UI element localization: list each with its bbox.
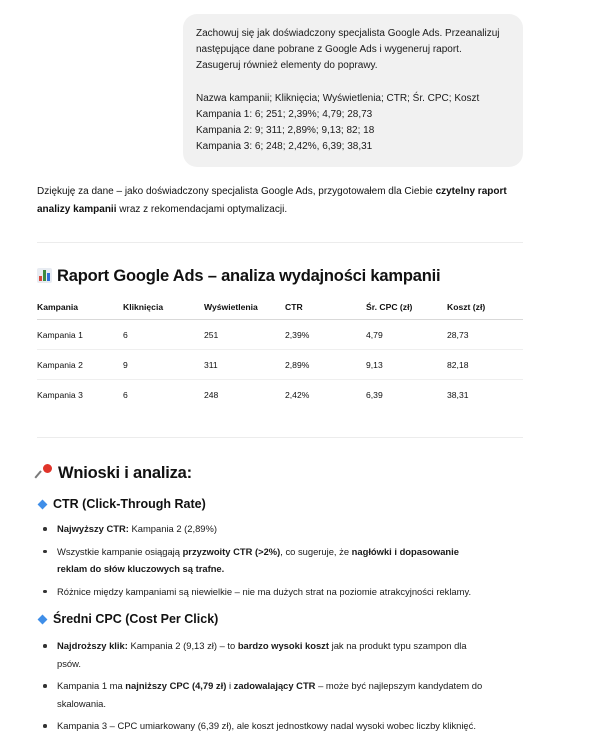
user-message-line: Nazwa kampanii; Kliknięcia; Wyświetlenia; CTR; Śr. CPC; Koszt (196, 92, 480, 104)
column-header: Kampania (37, 302, 123, 320)
bullet-bold: bardzo wysoki koszt (237, 640, 329, 651)
bullet-text: jak na produkt typu szampon dla (329, 640, 467, 651)
bullet-text: Kampania 1 ma (57, 680, 126, 691)
assistant-intro (37, 183, 537, 219)
pushpin-icon (37, 464, 53, 480)
table-cell: 28,73 (447, 320, 523, 350)
table-row (37, 320, 523, 350)
bullet-text: Różnice między kampaniami są niewielkie – nie ma dużych strat na poziomie atrakcyjności reklamy. (57, 585, 472, 597)
table-row (37, 380, 523, 410)
table-header-row (37, 302, 523, 320)
intro-bold: czytelny raport (435, 186, 507, 197)
bullet-text: Wszystkie kampanie osiągają (57, 545, 183, 557)
cpc-bullet-list (37, 637, 527, 735)
table-cell: 311 (204, 350, 285, 380)
user-message-line: Kampania 2: 9; 311; 2,89%; 9,13; 82; 18 (196, 125, 375, 137)
list-item (37, 717, 527, 735)
user-message-line: Zasugeruj również elementy do poprawy. (196, 60, 378, 72)
cpc-heading-text: Średni CPC (Cost Per Click) (53, 612, 219, 626)
ctr-bullet-list (37, 520, 527, 600)
list-item (37, 543, 527, 578)
column-header: Kliknięcia (123, 302, 204, 320)
table-cell: 2,39% (285, 320, 366, 350)
table-row (37, 350, 523, 380)
divider (37, 437, 523, 438)
bullet-text: Kampania 2 (2,89%) (128, 523, 217, 534)
list-item (37, 637, 527, 672)
bullet-bold: najniższy CPC (4,79 zł) (125, 680, 227, 691)
bullet-bold: przyzwoity CTR (>2%) (182, 545, 281, 557)
table-cell: 2,89% (285, 350, 366, 380)
list-item (37, 520, 527, 538)
bullet-bold: Najwyższy CTR: (57, 523, 129, 534)
blue-diamond-icon (38, 499, 48, 509)
column-header: Śr. CPC (zł) (366, 302, 447, 320)
intro-bold: analizy kampanii (37, 204, 117, 215)
bullet-text: skalowania. (57, 697, 106, 709)
table-cell: 38,31 (447, 389, 469, 400)
bullet-bold: reklam do słów kluczowych są trafne. (57, 563, 225, 574)
table-cell: 9 (123, 350, 204, 380)
blue-diamond-icon (38, 614, 48, 624)
user-message-line: Zachowuj się jak doświadczony specjalista Google Ads. Przeanalizuj (196, 28, 500, 39)
column-header: Koszt (zł) (447, 302, 523, 320)
report-title (37, 267, 440, 286)
table-cell: Kampania 3 (37, 389, 83, 400)
ctr-heading (37, 497, 206, 511)
bullet-text: Kampania 3 – CPC umiarkowany (6,39 zł), ale koszt jednostkowy nadal wysoki wobec liczby kliknięć. (57, 720, 476, 731)
divider (37, 242, 523, 243)
user-message-line: następujące dane pobrane z Google Ads i wygeneruj raport. (196, 44, 462, 56)
table-cell: Kampania 1 (37, 320, 123, 350)
list-item (37, 677, 527, 712)
bullet-text: i (226, 680, 234, 691)
bullet-bold: nagłówki i dopasowanie (351, 545, 459, 557)
column-header: CTR (285, 302, 366, 320)
bullet-text: – może być najlepszym kandydatem do (315, 680, 483, 691)
table-cell: 6,39 (366, 389, 383, 400)
bullet-bold: zadowalający CTR (233, 680, 316, 691)
table-cell: 82,18 (447, 350, 523, 380)
table-cell: 4,79 (366, 320, 447, 350)
user-message-bubble (183, 14, 523, 167)
table-cell: 2,42% (285, 389, 310, 400)
ctr-heading-text: CTR (Click-Through Rate) (53, 497, 206, 511)
intro-text: wraz z rekomendacjami optymalizacji. (116, 204, 288, 215)
conclusions-title (37, 464, 192, 483)
bullet-text: psów. (57, 657, 81, 669)
table-cell: 9,13 (366, 350, 447, 380)
conclusions-title-text: Wnioski i analiza: (58, 464, 192, 482)
user-message-line: Kampania 3: 6; 248; 2,42%, 6,39; 38,31 (196, 141, 373, 153)
table-cell: 248 (204, 389, 219, 400)
bullet-text: Kampania 2 (9,13 zł) – to (127, 640, 238, 651)
column-header: Wyświetlenia (204, 302, 285, 320)
cpc-heading (37, 612, 218, 626)
table-cell: 251 (204, 320, 285, 350)
table-cell: Kampania 2 (37, 350, 123, 380)
campaign-table (37, 302, 523, 409)
report-title-text: Raport Google Ads – analiza wydajności kampanii (57, 267, 441, 285)
bar-chart-icon (37, 268, 52, 283)
list-item (37, 583, 527, 601)
bullet-text: , co sugeruje, że (280, 545, 352, 557)
table-cell: 6 (123, 320, 204, 350)
bullet-bold: Najdroższy klik: (57, 640, 128, 651)
table-cell: 6 (123, 389, 128, 400)
intro-text: Dziękuję za dane – jako doświadczony specjalista Google Ads, przygotowałem dla Ciebie (37, 186, 436, 197)
user-message-line: Kampania 1: 6; 251; 2,39%; 4,79; 28,73 (196, 108, 373, 120)
